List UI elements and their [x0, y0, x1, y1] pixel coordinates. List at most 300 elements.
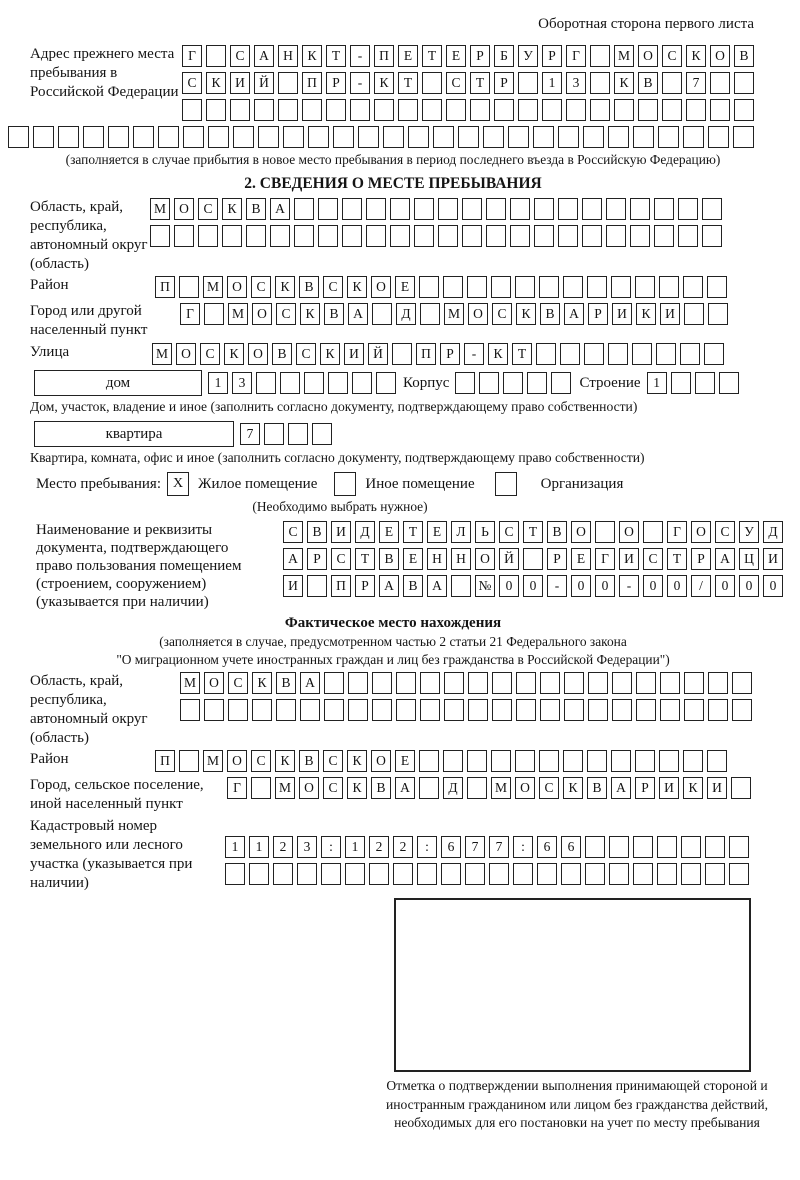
char-cell: С: [643, 548, 663, 570]
char-cell: [390, 198, 410, 220]
char-cell: К: [636, 303, 656, 325]
char-cell: В: [638, 72, 658, 94]
char-cell: М: [491, 777, 511, 799]
char-cell: [515, 750, 535, 772]
char-cell: [558, 126, 579, 148]
char-cell: [732, 672, 752, 694]
char-cell: С: [499, 521, 519, 543]
char-cell: [422, 99, 442, 121]
char-cell: К: [300, 303, 320, 325]
char-cell: [536, 343, 556, 365]
char-cell: [348, 672, 368, 694]
checkbox-organization: [495, 472, 517, 496]
char-cell: К: [320, 343, 340, 365]
char-cell: В: [734, 45, 754, 67]
prev-address-row-4: [8, 126, 756, 148]
char-cell: С: [539, 777, 559, 799]
char-cell: К: [347, 750, 367, 772]
char-cell: [419, 750, 439, 772]
char-cell: В: [547, 521, 567, 543]
char-cell: [561, 863, 581, 885]
char-cell: К: [222, 198, 242, 220]
char-cell: Р: [440, 343, 460, 365]
char-cell: 3: [566, 72, 586, 94]
char-cell: [654, 225, 674, 247]
char-cell: [470, 99, 490, 121]
char-cell: [246, 225, 266, 247]
char-cell: [342, 225, 362, 247]
char-cell: [491, 750, 511, 772]
char-cell: Ц: [739, 548, 759, 570]
char-cell: [420, 672, 440, 694]
char-cell: [630, 198, 650, 220]
char-cell: [516, 672, 536, 694]
char-cell: Г: [180, 303, 200, 325]
char-cell: [660, 672, 680, 694]
char-cell: [540, 672, 560, 694]
char-cell: К: [252, 672, 272, 694]
char-cell: [249, 863, 269, 885]
fact-city-row: [227, 777, 751, 799]
char-cell: К: [563, 777, 583, 799]
char-cell: К: [488, 343, 508, 365]
stamp-box: [394, 898, 751, 1072]
char-cell: С: [323, 750, 343, 772]
checkbox-other-premises: [334, 472, 356, 496]
char-cell: С: [200, 343, 220, 365]
prev-address-label: Адрес прежнего места пребывания в Российской Федерации: [30, 46, 179, 100]
char-cell: [270, 225, 290, 247]
char-cell: [308, 126, 329, 148]
char-cell: Й: [368, 343, 388, 365]
char-cell: К: [516, 303, 536, 325]
char-cell: [590, 99, 610, 121]
char-cell: [523, 548, 543, 570]
char-cell: [588, 672, 608, 694]
char-cell: 6: [561, 836, 581, 858]
char-cell: К: [275, 276, 295, 298]
char-cell: С: [323, 276, 343, 298]
char-cell: [710, 99, 730, 121]
char-cell: [345, 863, 365, 885]
char-cell: [462, 198, 482, 220]
char-cell: :: [513, 836, 533, 858]
char-cell: К: [686, 45, 706, 67]
char-cell: Е: [398, 45, 418, 67]
char-cell: Г: [227, 777, 247, 799]
char-cell: О: [299, 777, 319, 799]
char-cell: [328, 372, 348, 394]
char-cell: С: [446, 72, 466, 94]
char-cell: О: [468, 303, 488, 325]
char-cell: [398, 99, 418, 121]
char-cell: [446, 99, 466, 121]
char-cell: [372, 303, 392, 325]
cadastre-field: [30, 817, 756, 893]
char-cell: М: [203, 750, 223, 772]
cadastre-row-1: [225, 836, 749, 858]
house-number-cells: [208, 372, 396, 394]
char-cell: И: [230, 72, 250, 94]
char-cell: [180, 699, 200, 721]
char-cell: Н: [427, 548, 447, 570]
char-cell: [273, 863, 293, 885]
char-cell: 1: [345, 836, 365, 858]
char-cell: О: [475, 548, 495, 570]
char-cell: Е: [395, 276, 415, 298]
char-cell: Т: [355, 548, 375, 570]
char-cell: [206, 99, 226, 121]
char-cell: [584, 343, 604, 365]
char-cell: [503, 372, 523, 394]
char-cell: [611, 750, 631, 772]
char-cell: [612, 699, 632, 721]
char-cell: [590, 45, 610, 67]
char-cell: [374, 99, 394, 121]
flat-box: квартира: [34, 421, 234, 447]
char-cell: [318, 225, 338, 247]
char-cell: [659, 276, 679, 298]
char-cell: [318, 198, 338, 220]
char-cell: /: [691, 575, 711, 597]
char-cell: [587, 276, 607, 298]
char-cell: М: [275, 777, 295, 799]
char-cell: [585, 863, 605, 885]
char-cell: [734, 99, 754, 121]
char-cell: М: [228, 303, 248, 325]
char-cell: Е: [446, 45, 466, 67]
char-cell: [695, 372, 715, 394]
char-cell: 2: [393, 836, 413, 858]
fact-district-field: [30, 750, 756, 772]
char-cell: [486, 225, 506, 247]
char-cell: О: [248, 343, 268, 365]
char-cell: [508, 126, 529, 148]
char-cell: 0: [667, 575, 687, 597]
char-cell: К: [347, 777, 367, 799]
char-cell: [307, 575, 327, 597]
char-cell: П: [302, 72, 322, 94]
char-cell: [288, 423, 308, 445]
char-cell: [254, 99, 274, 121]
char-cell: Т: [667, 548, 687, 570]
char-cell: К: [374, 72, 394, 94]
char-cell: [324, 672, 344, 694]
char-cell: [422, 72, 442, 94]
char-cell: [635, 276, 655, 298]
char-cell: [486, 198, 506, 220]
char-cell: Т: [470, 72, 490, 94]
char-cell: [283, 126, 304, 148]
char-cell: 0: [715, 575, 735, 597]
char-cell: Й: [254, 72, 274, 94]
char-cell: [662, 72, 682, 94]
char-cell: И: [763, 548, 783, 570]
char-cell: [179, 750, 199, 772]
doc-row-3: [283, 575, 783, 597]
flat-row: [34, 421, 756, 447]
city-label: Город или другой населенный пункт: [30, 303, 148, 338]
char-cell: Т: [523, 521, 543, 543]
char-cell: [542, 99, 562, 121]
char-cell: [438, 198, 458, 220]
char-cell: 6: [537, 836, 557, 858]
char-cell: [540, 699, 560, 721]
char-cell: С: [323, 777, 343, 799]
char-cell: К: [275, 750, 295, 772]
char-cell: [683, 126, 704, 148]
char-cell: С: [662, 45, 682, 67]
char-cell: [366, 225, 386, 247]
char-cell: Р: [547, 548, 567, 570]
char-cell: С: [228, 672, 248, 694]
flat-caption: Квартира, комната, офис и иное (заполнить согласно документу, подтверждающему право собственности): [30, 450, 645, 465]
char-cell: А: [254, 45, 274, 67]
char-cell: [643, 521, 663, 543]
fact-district-row: [155, 750, 727, 772]
char-cell: [608, 126, 629, 148]
char-cell: [606, 198, 626, 220]
char-cell: [419, 276, 439, 298]
place-type-row: [36, 472, 756, 496]
char-cell: [684, 699, 704, 721]
char-cell: [732, 699, 752, 721]
char-cell: [433, 126, 454, 148]
stroenie-cells: [647, 372, 739, 394]
char-cell: А: [348, 303, 368, 325]
char-cell: С: [230, 45, 250, 67]
char-cell: [396, 672, 416, 694]
char-cell: [608, 343, 628, 365]
char-cell: [33, 126, 54, 148]
char-cell: Р: [588, 303, 608, 325]
char-cell: 0: [571, 575, 591, 597]
char-cell: [392, 343, 412, 365]
char-cell: [280, 372, 300, 394]
char-cell: [518, 99, 538, 121]
char-cell: [494, 99, 514, 121]
option-label-organization: Организация: [540, 475, 624, 492]
char-cell: [376, 372, 396, 394]
char-cell: [684, 672, 704, 694]
char-cell: [657, 836, 677, 858]
char-cell: С: [251, 276, 271, 298]
char-cell: [204, 699, 224, 721]
char-cell: [515, 276, 535, 298]
char-cell: [702, 198, 722, 220]
char-cell: 3: [232, 372, 252, 394]
char-cell: [294, 225, 314, 247]
char-cell: [671, 372, 691, 394]
char-cell: [537, 863, 557, 885]
char-cell: [182, 99, 202, 121]
char-cell: -: [619, 575, 639, 597]
char-cell: [654, 198, 674, 220]
char-cell: [206, 45, 226, 67]
char-cell: С: [182, 72, 202, 94]
char-cell: В: [276, 672, 296, 694]
char-cell: А: [300, 672, 320, 694]
char-cell: М: [203, 276, 223, 298]
char-cell: [708, 672, 728, 694]
char-cell: [633, 836, 653, 858]
char-cell: [420, 699, 440, 721]
char-cell: [348, 699, 368, 721]
char-cell: В: [587, 777, 607, 799]
char-cell: Т: [512, 343, 532, 365]
city-row: [180, 303, 728, 325]
char-cell: [582, 225, 602, 247]
char-cell: [684, 303, 704, 325]
city-field: [30, 302, 756, 340]
char-cell: [444, 672, 464, 694]
char-cell: [686, 99, 706, 121]
char-cell: 6: [441, 836, 461, 858]
char-cell: [492, 699, 512, 721]
char-cell: [438, 225, 458, 247]
char-cell: И: [707, 777, 727, 799]
char-cell: Т: [326, 45, 346, 67]
char-cell: [660, 699, 680, 721]
cadastre-rows: [225, 836, 749, 885]
char-cell: 2: [273, 836, 293, 858]
char-cell: [342, 198, 362, 220]
char-cell: С: [296, 343, 316, 365]
char-cell: О: [691, 521, 711, 543]
char-cell: Е: [395, 750, 415, 772]
doc-field: [30, 521, 778, 611]
char-cell: [208, 126, 229, 148]
char-cell: В: [272, 343, 292, 365]
char-cell: [606, 225, 626, 247]
region-rows: [150, 198, 722, 247]
char-cell: [635, 750, 655, 772]
char-cell: П: [374, 45, 394, 67]
char-cell: -: [350, 45, 370, 67]
char-cell: [443, 750, 463, 772]
char-cell: [681, 863, 701, 885]
char-cell: [702, 225, 722, 247]
char-cell: Р: [470, 45, 490, 67]
char-cell: 0: [643, 575, 663, 597]
char-cell: [443, 276, 463, 298]
char-cell: А: [379, 575, 399, 597]
char-cell: В: [379, 548, 399, 570]
char-cell: [590, 72, 610, 94]
char-cell: [659, 750, 679, 772]
prev-address-row-1: [182, 45, 754, 67]
char-cell: М: [614, 45, 634, 67]
char-cell: [609, 836, 629, 858]
char-cell: Г: [566, 45, 586, 67]
char-cell: И: [659, 777, 679, 799]
char-cell: А: [270, 198, 290, 220]
char-cell: 0: [499, 575, 519, 597]
char-cell: 7: [465, 836, 485, 858]
fact-city-label: Город, сельское поселение, иной населенный пункт: [30, 777, 204, 812]
char-cell: [150, 225, 170, 247]
char-cell: О: [252, 303, 272, 325]
fact-caption-1: (заполняется в случае, предусмотренном частью 2 статьи 21 Федерального закона: [159, 634, 627, 649]
char-cell: [491, 276, 511, 298]
fact-region-field: [30, 672, 756, 748]
char-cell: [408, 126, 429, 148]
district-field: [30, 276, 756, 298]
char-cell: О: [710, 45, 730, 67]
char-cell: [300, 699, 320, 721]
char-cell: [467, 777, 487, 799]
char-cell: [492, 672, 512, 694]
fact-region-rows: [180, 672, 752, 721]
char-cell: [678, 225, 698, 247]
char-cell: [419, 777, 439, 799]
char-cell: [683, 276, 703, 298]
char-cell: О: [227, 276, 247, 298]
char-cell: В: [246, 198, 266, 220]
char-cell: А: [427, 575, 447, 597]
char-cell: [251, 777, 271, 799]
char-cell: [420, 303, 440, 325]
char-cell: М: [150, 198, 170, 220]
char-cell: Е: [379, 521, 399, 543]
char-cell: [560, 343, 580, 365]
char-cell: [358, 126, 379, 148]
char-cell: [417, 863, 437, 885]
char-cell: А: [395, 777, 415, 799]
prev-address-rows: [182, 45, 754, 121]
prev-address-caption: (заполняется в случае прибытия в новое место пребывания в период последнего въезда в Российскую Федерацию): [65, 152, 721, 167]
char-cell: [369, 863, 389, 885]
char-cell: [252, 699, 272, 721]
char-cell: П: [416, 343, 436, 365]
char-cell: Р: [355, 575, 375, 597]
place-type-label: Место пребывания:: [36, 475, 161, 492]
char-cell: [158, 126, 179, 148]
char-cell: [658, 126, 679, 148]
stamp-caption: Отметка о подтверждении выполнения принимающей стороной и иностранным гражданином или лицом без гражданства действий, необходимых для его постановки на учет по месту пребывания: [386, 1078, 768, 1130]
char-cell: 1: [542, 72, 562, 94]
char-cell: [83, 126, 104, 148]
char-cell: [278, 72, 298, 94]
char-cell: [468, 699, 488, 721]
char-cell: С: [715, 521, 735, 543]
place-type-note: (Необходимо выбрать нужное): [252, 499, 428, 514]
char-cell: [350, 99, 370, 121]
char-cell: [656, 343, 676, 365]
char-cell: К: [206, 72, 226, 94]
cadastre-row-2: [225, 863, 749, 885]
char-cell: :: [321, 836, 341, 858]
char-cell: [563, 750, 583, 772]
char-cell: С: [283, 521, 303, 543]
char-cell: [297, 863, 317, 885]
char-cell: О: [371, 750, 391, 772]
char-cell: [366, 198, 386, 220]
char-cell: У: [739, 521, 759, 543]
fact-region-label: Область, край, республика, автономный округ (область): [30, 673, 148, 746]
char-cell: 1: [647, 372, 667, 394]
checkbox-residential: X: [167, 472, 189, 496]
char-cell: [632, 343, 652, 365]
char-cell: [198, 225, 218, 247]
char-cell: [558, 225, 578, 247]
char-cell: С: [492, 303, 512, 325]
char-cell: [630, 225, 650, 247]
char-cell: [414, 198, 434, 220]
char-cell: Г: [595, 548, 615, 570]
char-cell: 3: [297, 836, 317, 858]
char-cell: [8, 126, 29, 148]
